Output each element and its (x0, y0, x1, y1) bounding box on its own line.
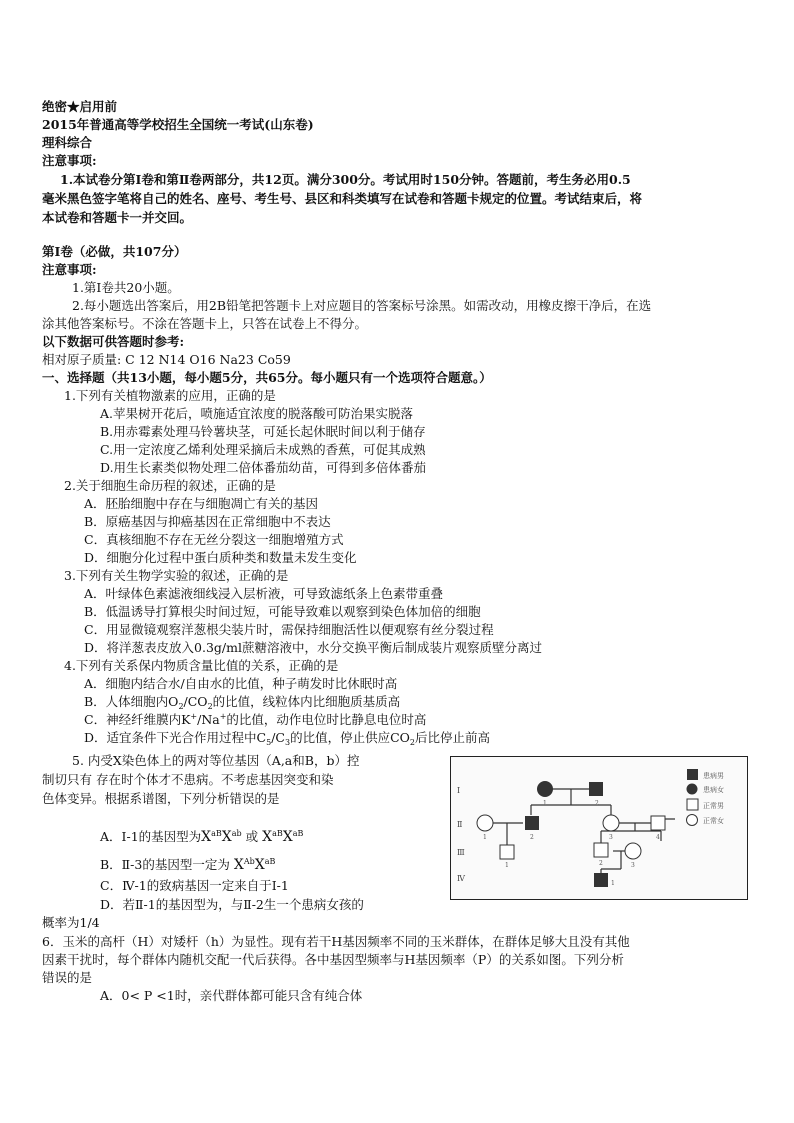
part1-notice-line: 2.每小题选出答案后，用2B铅笔把答题卡上对应题目的答案标号涂黑。如需改动，用橡皮擦干净后，在选 (72, 298, 652, 313)
individual-number: 3 (631, 862, 635, 869)
option-d-cont: 概率为1/4 (42, 915, 100, 930)
legend-label: 患病男 (703, 772, 724, 780)
question-stem: 1.下列有关植物激素的应用，正确的是 (64, 388, 276, 403)
option-d: D．细胞分化过程中蛋白质种类和数量未发生变化 (84, 550, 357, 565)
individual-number: 1 (611, 880, 615, 887)
question-stem: 因素干扰时，每个群体内随机交配一代后获得。各中基因型频率与H基因频率（P）的关系如图。下列分析 (42, 952, 624, 967)
individual-number: 2 (595, 800, 599, 807)
question-stem: 色体变异。根据系谱图，下列分析错误的是 (42, 791, 280, 806)
affected-female-symbol (537, 781, 553, 797)
option-c: C．真核细胞不存在无丝分裂这一细胞增殖方式 (84, 532, 344, 547)
option-c: C．Ⅳ-1的致病基因一定来自于Ⅰ-1 (100, 878, 289, 893)
notice-heading: 注意事项: (42, 153, 97, 168)
option-a: A．Ⅰ-1的基因型为$X^{aB}X^{ab}$ 或 $X^{aB}X^{aB}$ (100, 829, 304, 845)
option-c: C．用显微镜观察洋葱根尖装片时，需保持细胞活性以便观察有丝分裂过程 (84, 622, 494, 637)
question-stem: 6．玉米的高杆（H）对矮杆（h）为显性。现有若干H基因频率不同的玉米群体，在群体足够大且没有其他 (42, 934, 630, 949)
legend-label: 患病女 (703, 786, 724, 794)
atomic-mass: 相对原子质量: C 12 N14 O16 Na23 Co59 (42, 352, 291, 367)
affected-male-symbol (525, 816, 539, 830)
option-d: D．适宜条件下光合作用过程中$C_5/C_3$的比值，停止供应$CO_2$后比停止前高 (84, 730, 490, 747)
part1-heading: 第Ⅰ卷（必做，共107分） (42, 244, 187, 259)
option-b: B．Ⅱ-3的基因型一定为 $X^{Ab}X^{aB}$ (100, 857, 276, 873)
question-stem: 4.下列有关系保内物质含量比值的关系，正确的是 (64, 658, 339, 673)
part1-notice-line: 1.第Ⅰ卷共20小题。 (72, 280, 180, 295)
option-c: C．神经纤维膜内K+/Na+的比值，动作电位时比静息电位时高 (84, 712, 427, 727)
option-a: A．细胞内结合水/自由水的比值，种子萌发时比休眠时高 (84, 676, 398, 691)
part1-notice-heading: 注意事项: (42, 262, 97, 277)
normal-female-symbol (625, 843, 641, 859)
data-heading: 以下数据可供答题时参考: (42, 334, 185, 349)
normal-female-symbol (603, 815, 619, 831)
individual-number: 1 (505, 862, 509, 869)
option-b: B．原癌基因与抑癌基因在正常细胞中不表达 (84, 514, 331, 529)
individual-number: 4 (656, 834, 660, 841)
legend-affected-male-symbol (687, 769, 698, 780)
question-stem: 错误的是 (42, 970, 93, 985)
affected-male-symbol (594, 873, 608, 887)
question-stem: 2.关于细胞生命历程的叙述，正确的是 (64, 478, 276, 493)
option-b: B．低温诱导打算根尖时间过短，可能导致难以观察到染色体加倍的细胞 (84, 604, 481, 619)
notice-line: 1.本试卷分第Ⅰ卷和第Ⅱ卷两部分，共12页。满分300分。考试用时150分钟。答题前，考生务必用0.5 (60, 172, 631, 187)
option-c: C.用一定浓度乙烯利处理采摘后未成熟的香蕉，可促其成熟 (100, 442, 426, 457)
normal-male-symbol (594, 843, 608, 857)
subject-title: 理科综合 (42, 135, 93, 150)
notice-line: 本试卷和答题卡一并交回。 (42, 210, 193, 225)
legend-label: 正常女 (703, 817, 724, 825)
option-d: D．将洋葱表皮放入0.3g/ml蔗糖溶液中，水分交换平衡后制成装片观察质壁分离过 (84, 640, 542, 655)
gen-label: Ⅰ (457, 786, 461, 795)
option-a: A.苹果树开花后，喷施适宜浓度的脱落酸可防治果实脱落 (100, 406, 414, 421)
option-d: D.用生长素类似物处理二倍体番茄幼苗，可得到多倍体番茄 (100, 460, 427, 475)
gen-label: Ⅲ (457, 848, 465, 857)
gen-label: Ⅱ (457, 820, 463, 829)
legend-affected-female-symbol (687, 784, 698, 795)
option-a: A．胚胎细胞中存在与细胞凋亡有关的基因 (84, 496, 319, 511)
affected-male-symbol (589, 782, 603, 796)
exam-title: 2015年普通高等学校招生全国统一考试(山东卷) (42, 117, 314, 132)
gen-label: Ⅳ (457, 874, 465, 883)
notice-line: 毫米黑色签字笔将自己的姓名、座号、考生号、县区和科类填写在试卷和答题卡规定的位置。考试结束后，将 (42, 191, 643, 206)
individual-number: 1 (483, 834, 487, 841)
normal-male-symbol (500, 845, 514, 859)
option-b: B．人体细胞内$O_2/CO_2$的比值，线粒体内比细胞质基质高 (84, 694, 401, 711)
question-stem: 3.下列有关生物学实验的叙述，正确的是 (64, 568, 289, 583)
normal-male-symbol (651, 816, 665, 830)
individual-number: 1 (543, 800, 547, 807)
option-b: B.用赤霉素处理马铃薯块茎，可延长起休眠时间以利于储存 (100, 424, 426, 439)
secret-label: 绝密★启用前 (42, 99, 118, 114)
question-stem: 5. 内受X染色体上的两对等位基因（A,a和B，b）控 (72, 753, 360, 768)
legend-normal-male-symbol (687, 799, 698, 810)
pedigree-figure (450, 756, 748, 900)
normal-female-symbol (477, 815, 493, 831)
option-a: A．叶绿体色素滤液细线浸入层析液，可导致滤纸条上色素带重叠 (84, 586, 444, 601)
individual-number: 3 (609, 834, 613, 841)
legend-label: 正常男 (703, 802, 724, 810)
option-a: A．0< P <1时，亲代群体都可能只含有纯合体 (100, 988, 363, 1003)
legend-normal-female-symbol (687, 815, 698, 826)
part1-notice-line: 涂其他答案标号。不涂在答题卡上，只答在试卷上不得分。 (42, 316, 368, 331)
individual-number: 2 (599, 860, 603, 867)
section-heading: 一、选择题（共13小题，每小题5分，共65分。每小题只有一个选项符合题意。） (42, 370, 492, 385)
question-stem: 制切只有 存在时个体才不患病。不考虑基因突变和染 (42, 772, 334, 787)
individual-number: 2 (530, 834, 534, 841)
option-d: D．若Ⅱ-1的基因型为，与Ⅱ-2生一个患病女孩的 (100, 897, 364, 912)
